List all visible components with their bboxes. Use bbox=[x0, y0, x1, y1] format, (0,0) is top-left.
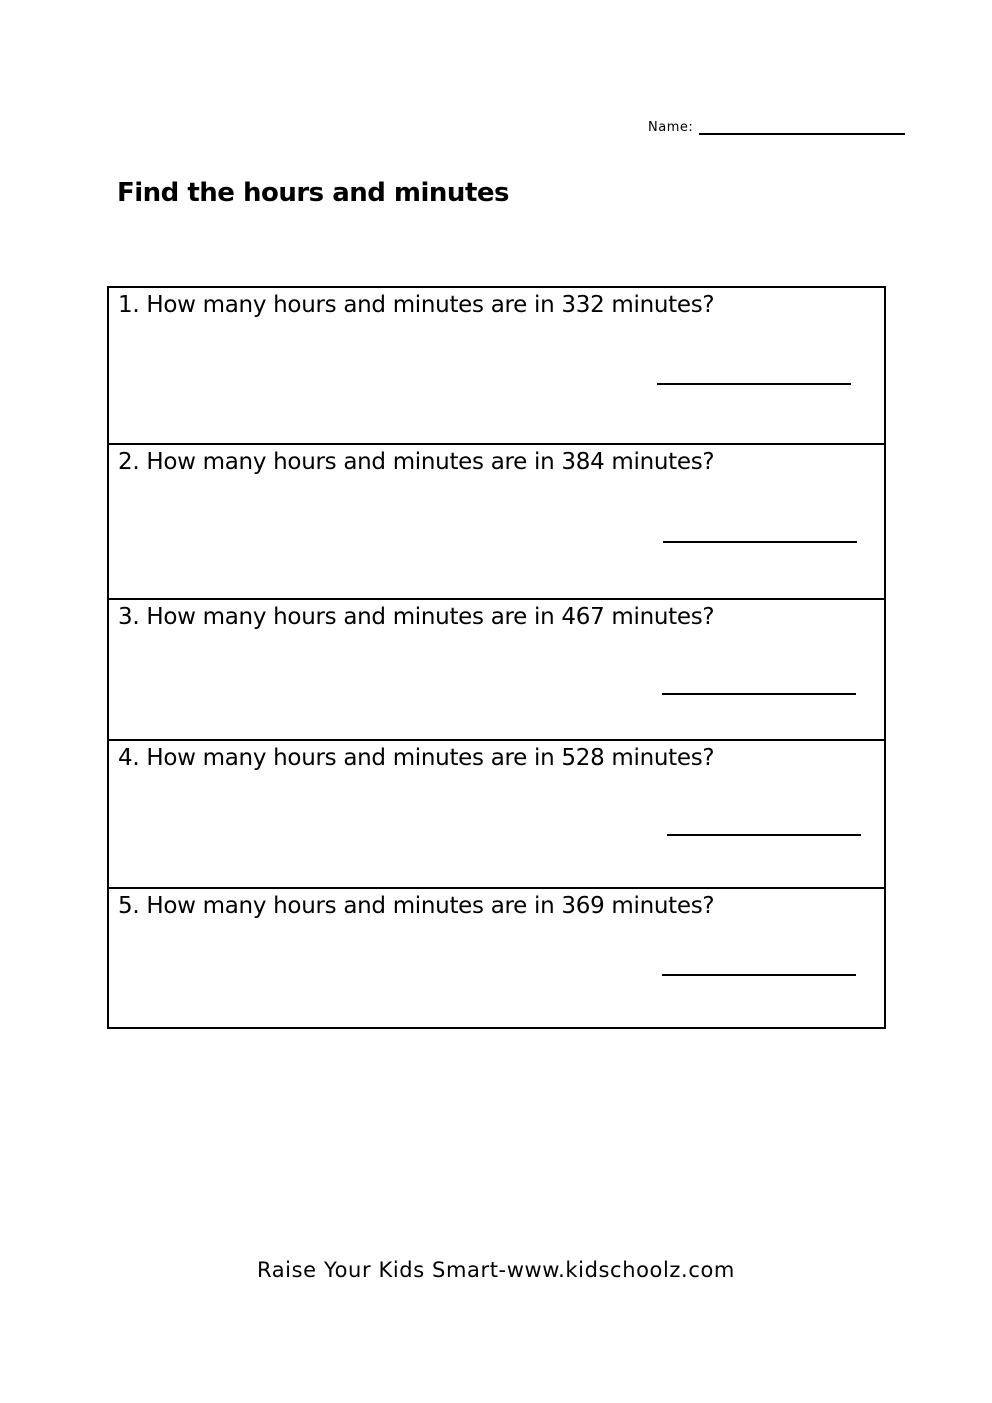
name-blank-line[interactable] bbox=[699, 119, 905, 135]
question-text: 1. How many hours and minutes are in 332 minutes? bbox=[118, 292, 715, 318]
question-row bbox=[109, 288, 884, 443]
name-label: Name: bbox=[648, 120, 694, 135]
answer-blank-line[interactable] bbox=[662, 693, 856, 695]
worksheet-title: Find the hours and minutes bbox=[117, 178, 509, 208]
question-text: 2. How many hours and minutes are in 384 minutes? bbox=[118, 449, 715, 475]
question-text: 4. How many hours and minutes are in 528 minutes? bbox=[118, 745, 715, 771]
question-row bbox=[109, 887, 884, 1027]
question-table bbox=[107, 286, 886, 1029]
answer-blank-line[interactable] bbox=[663, 541, 857, 543]
question-text: 5. How many hours and minutes are in 369 minutes? bbox=[118, 893, 715, 919]
question-row bbox=[109, 443, 884, 598]
answer-blank-line[interactable] bbox=[662, 974, 856, 976]
answer-blank-line[interactable] bbox=[657, 383, 851, 385]
question-text: 3. How many hours and minutes are in 467 minutes? bbox=[118, 604, 715, 630]
footer-credit: Raise Your Kids Smart-www.kidschoolz.com bbox=[256, 1258, 735, 1282]
name-field bbox=[648, 119, 905, 135]
question-row bbox=[109, 598, 884, 739]
answer-blank-line[interactable] bbox=[667, 834, 861, 836]
question-row bbox=[109, 739, 884, 887]
